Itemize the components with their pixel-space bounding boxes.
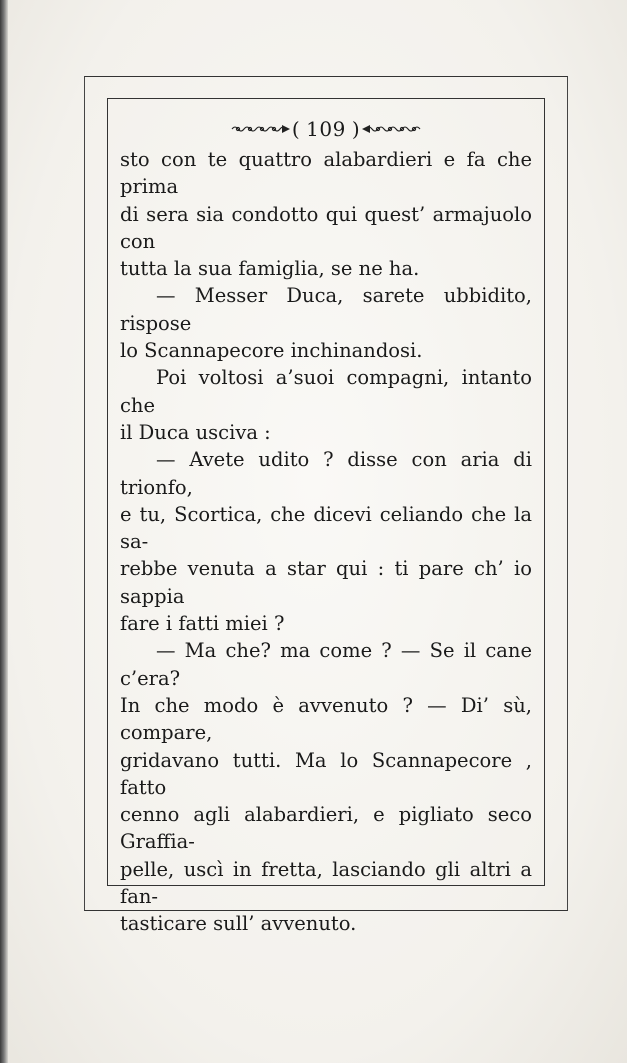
text-line: e tu, Scortica, che dicevi celiando che la sa- (120, 502, 532, 554)
right-ornament-icon (360, 124, 422, 134)
text-line: — Avete udito ? disse con aria di trionfo, (120, 448, 532, 499)
text-line: di sera sia condotto qui quest’ armajuolo con (120, 202, 532, 253)
text-line: tasticare sull’ avvenuto. (120, 912, 357, 936)
text-line: lo Scannapecore inchinandosi. (120, 339, 423, 363)
text-line: Poi voltosi a’suoi compagni, intanto che (120, 366, 532, 417)
header-left-bracket: ( (291, 117, 301, 141)
page-header (107, 114, 545, 144)
text-line: pelle, uscì in fretta, lasciando gli altri a fan- (120, 857, 532, 909)
text-line: tutta la sua famiglia, se ne ha. (120, 257, 420, 281)
text-line: gridavano tutti. Ma lo Scannapecore , fatto (120, 748, 532, 799)
text-line: fare i fatti miei ? (120, 612, 285, 636)
text-line: — Ma che? ma come ? — Se il cane c’era? (120, 639, 532, 690)
text-line: — Messer Duca, sarete ubbidito, rispose (120, 284, 532, 335)
page-body-text (120, 146, 532, 938)
book-spine-shadow (0, 0, 8, 1063)
text-line: sto con te quattro alabardieri e fa che prima (120, 148, 532, 199)
left-ornament-icon (230, 124, 292, 134)
page-number: 109 (306, 117, 346, 141)
text-line: In che modo è avvenuto ? — Di’ sù, compare, (120, 693, 532, 745)
text-line: rebbe venuta a star qui : ti pare ch’ io sappia (120, 557, 532, 608)
text-line: il Duca usciva : (120, 420, 271, 444)
text-line: cenno agli alabardieri, e pigliato seco Graffia- (120, 803, 532, 854)
header-right-bracket: ) (351, 117, 361, 141)
